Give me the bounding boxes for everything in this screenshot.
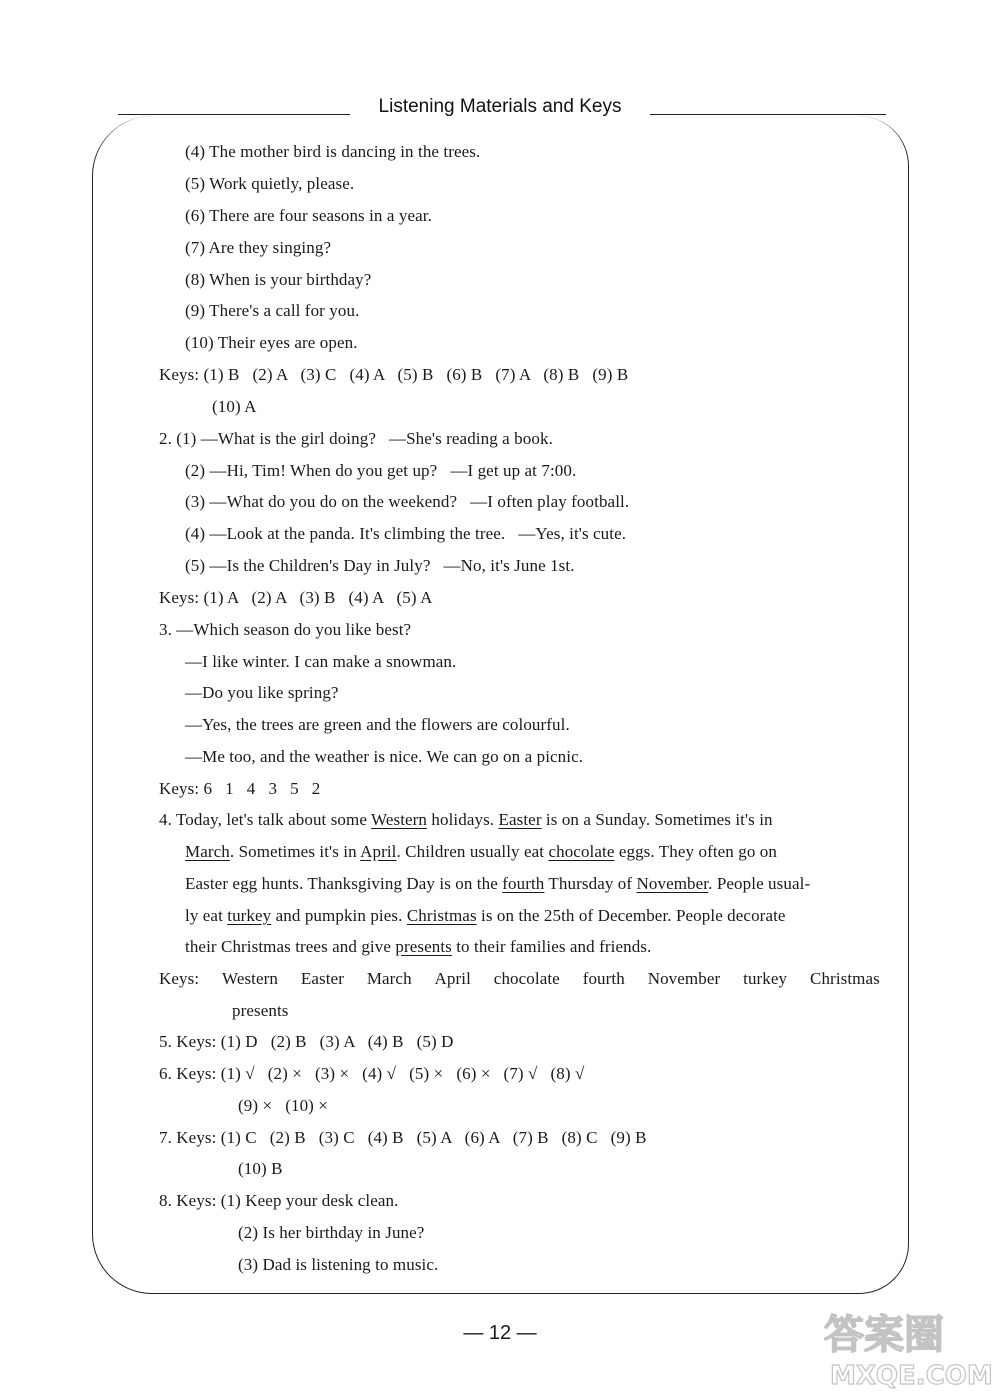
s4-key-word: Christmas [810, 969, 880, 988]
content-frame [92, 116, 909, 1294]
s2-item-1: 2. (1) —What is the girl doing? —She's reading a book. [159, 429, 553, 448]
s3-line-4: —Yes, the trees are green and the flowers are colourful. [185, 715, 570, 734]
s3-keys: Keys: 6 1 4 3 5 2 [159, 779, 321, 798]
s1-item-6: (6) There are four seasons in a year. [185, 206, 432, 225]
s2-item-5: (5) —Is the Children's Day in July? —No, it's June 1st. [185, 556, 575, 575]
s3-line-1: 3. —Which season do you like best? [159, 620, 412, 639]
s4-keys-line1 [159, 967, 880, 991]
s1-item-4: (4) The mother bird is dancing in the trees. [185, 142, 481, 161]
s5-keys: 5. Keys: (1) D (2) B (3) A (4) B (5) D [159, 1032, 454, 1051]
s4-text: eggs. They often go on [614, 842, 777, 861]
s4-answer-western: Western [371, 810, 428, 829]
s1-item-10: (10) Their eyes are open. [185, 333, 358, 352]
s3-line-5: —Me too, and the weather is nice. We can go on a picnic. [185, 747, 584, 766]
watermark-text-cn: 答案圈 [824, 1312, 944, 1358]
s4-answer-easter: Easter [498, 810, 542, 829]
page-number: — 12 — [463, 1322, 537, 1344]
s4-text: Thursday of [544, 874, 637, 893]
s2-item-2: (2) —Hi, Tim! When do you get up? —I get up at 7:00. [185, 461, 577, 480]
s4-text: to their families and friends. [451, 937, 652, 956]
s4-answer-chocolate: chocolate [548, 842, 615, 861]
s4-key-word: fourth [582, 969, 625, 988]
s7-keys-line2: (10) B [238, 1159, 283, 1178]
s4-key-word: turkey [743, 969, 788, 988]
page-header-title: Listening Materials and Keys [378, 96, 622, 117]
s1-keys-line1: Keys: (1) B (2) A (3) C (4) A (5) B (6) B (7) A (8) B (9) B [159, 365, 629, 384]
s4-para-line4 [185, 904, 786, 928]
s4-text: . Sometimes it's in [229, 842, 361, 861]
s4-text: holidays. [427, 810, 499, 829]
s4-answer-christmas: Christmas [406, 906, 477, 925]
s4-answer-march: March [185, 842, 230, 861]
s4-key-word: chocolate [493, 969, 560, 988]
s3-line-3: —Do you like spring? [185, 683, 339, 702]
s4-answer-presents: presents [395, 937, 452, 956]
watermark-logo [820, 1300, 998, 1390]
s4-text: ly eat [185, 906, 228, 925]
s8-keys-line3: (3) Dad is listening to music. [238, 1255, 439, 1274]
s4-para-line2 [185, 840, 777, 864]
s4-key-word: April [434, 969, 471, 988]
s4-answer-turkey: turkey [227, 906, 272, 925]
s3-line-2: —I like winter. I can make a snowman. [185, 652, 457, 671]
s4-answer-april: April [360, 842, 397, 861]
s4-answer-fourth: fourth [502, 874, 545, 893]
s4-key-word: Western [222, 969, 279, 988]
s4-keys-line2: presents [232, 1001, 289, 1020]
s1-item-8: (8) When is your birthday? [185, 270, 372, 289]
s4-answer-november: November [636, 874, 709, 893]
s2-keys: Keys: (1) A (2) A (3) B (4) A (5) A [159, 588, 433, 607]
s4-text: . People usual- [708, 874, 811, 893]
s4-key-word: March [366, 969, 412, 988]
s4-keys-label: Keys: [159, 969, 200, 988]
s4-text: Easter egg hunts. Thanksgiving Day is on the [185, 874, 503, 893]
s2-item-3: (3) —What do you do on the weekend? —I often play football. [185, 492, 630, 511]
s1-keys-line2: (10) A [212, 397, 257, 416]
s4-key-word: Easter [300, 969, 344, 988]
s4-para-line3 [185, 872, 810, 896]
s2-item-4: (4) —Look at the panda. It's climbing the tree. —Yes, it's cute. [185, 524, 627, 543]
s4-text: their Christmas trees and give [185, 937, 396, 956]
s1-item-9: (9) There's a call for you. [185, 301, 360, 320]
s4-para-line1 [159, 808, 880, 832]
s7-keys-line1: 7. Keys: (1) C (2) B (3) C (4) B (5) A (6) A (7) B (8) C (9) B [159, 1128, 647, 1147]
watermark-text-en: MXQE.COM [830, 1361, 993, 1390]
s4-text: and pumpkin pies. [271, 906, 407, 925]
s4-para-line5 [185, 935, 651, 959]
s4-text: is on the 25th of December. People decorate [476, 906, 786, 925]
s4-text: is on a Sunday. Sometimes it's in [541, 810, 773, 829]
s8-keys-line1: 8. Keys: (1) Keep your desk clean. [159, 1191, 399, 1210]
s1-item-5: (5) Work quietly, please. [185, 174, 355, 193]
s4-text: . Children usually eat [396, 842, 549, 861]
s8-keys-line2: (2) Is her birthday in June? [238, 1223, 425, 1242]
s4-key-word: November [647, 969, 721, 988]
s6-keys-line2: (9) × (10) × [238, 1096, 328, 1115]
s6-keys-line1: 6. Keys: (1) √ (2) × (3) × (4) √ (5) × (6) × (7) √ (8) √ [159, 1064, 585, 1083]
s1-item-7: (7) Are they singing? [185, 238, 332, 257]
s4-text: 4. Today, let's talk about some [159, 810, 372, 829]
